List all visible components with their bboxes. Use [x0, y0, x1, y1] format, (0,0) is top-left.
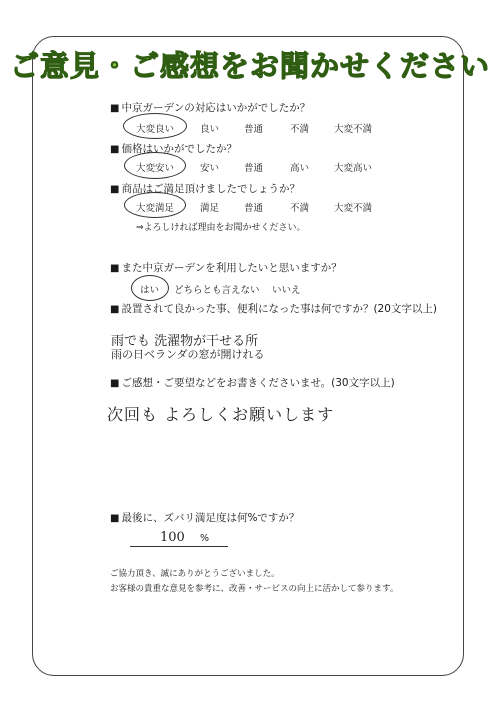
question-6-label: ご感想・ご要望などをお書きくださいませ。(30文字以上): [121, 377, 395, 389]
q7-percent-unit: %: [200, 533, 210, 544]
question-6: [110, 375, 395, 390]
bullet: ■: [110, 103, 120, 114]
question-2-label: 価格はいかがでしたか？: [121, 143, 237, 155]
q1-option-5[interactable]: 大変不満: [334, 124, 373, 135]
q1-option-3[interactable]: 普通: [244, 124, 264, 135]
q6-answer: 次回も よろしくお願いします: [107, 405, 335, 424]
q2-option-2[interactable]: 安い: [200, 163, 220, 174]
q2-selection-circle: [124, 152, 186, 179]
q3-reason-note: ⇒よろしければ理由をお聞かせください。: [136, 223, 306, 233]
bullet: ■: [110, 378, 120, 389]
q5-answer-line-1: 雨でも 洗濯物が干せる所: [111, 334, 259, 349]
q4-option-1[interactable]: はい: [140, 285, 160, 296]
q1-option-4[interactable]: 不満: [290, 124, 310, 135]
q1-selection-circle: [123, 113, 187, 139]
question-5-label: 設置されて良かった事、便利になった事は何ですか？(20文字以上): [121, 303, 438, 315]
q2-option-1[interactable]: 大変安い: [136, 163, 175, 174]
q3-option-1[interactable]: 大変満足: [136, 203, 175, 214]
q2-option-5[interactable]: 大変高い: [334, 163, 373, 174]
q5-answer-line-2: 雨の日ベランダの窓が開けれる: [111, 348, 265, 361]
footer-thanks: ご協力頂き、誠にありがとうございました。: [110, 569, 280, 579]
question-1-label: 中京ガーデンの対応はいかがでしたか？: [121, 102, 311, 114]
bullet: ■: [110, 184, 120, 195]
question-7: [110, 510, 299, 525]
q3-option-2[interactable]: 満足: [200, 203, 220, 214]
q7-answer-value: 100: [160, 530, 185, 545]
footer-message: お客様の貴重な意見を参考に、改善・サービスの向上に活かして参ります。: [110, 584, 399, 594]
q7-answer-underline: [130, 546, 228, 547]
page-title: ご意見・ご感想をお聞かせください: [9, 49, 490, 83]
bullet: ■: [110, 263, 120, 274]
q2-option-3[interactable]: 普通: [244, 163, 264, 174]
q2-option-4[interactable]: 高い: [290, 163, 310, 174]
question-7-label: 最後に、ズバリ満足度は何%ですか？: [121, 512, 300, 524]
question-1: [110, 100, 310, 115]
bullet: ■: [110, 144, 120, 155]
question-3-label: 商品はご満足頂けましたでしょうか？: [121, 183, 300, 195]
question-4: [110, 260, 342, 275]
q4-option-3[interactable]: いいえ: [272, 285, 301, 296]
q3-option-3[interactable]: 普通: [244, 203, 264, 214]
question-5: [110, 301, 437, 316]
q1-option-2[interactable]: 良い: [200, 124, 220, 135]
q3-selection-circle: [124, 192, 186, 218]
q1-option-1[interactable]: 大変良い: [136, 124, 175, 135]
bullet: ■: [110, 513, 120, 524]
bullet: ■: [110, 304, 120, 315]
question-4-label: また中京ガーデンを利用したいと思いますか？: [121, 262, 342, 274]
q3-option-5[interactable]: 大変不満: [334, 203, 373, 214]
q4-selection-circle: [131, 275, 169, 301]
q3-option-4[interactable]: 不満: [290, 203, 310, 214]
q4-option-2[interactable]: どちらとも言えない: [174, 285, 260, 296]
